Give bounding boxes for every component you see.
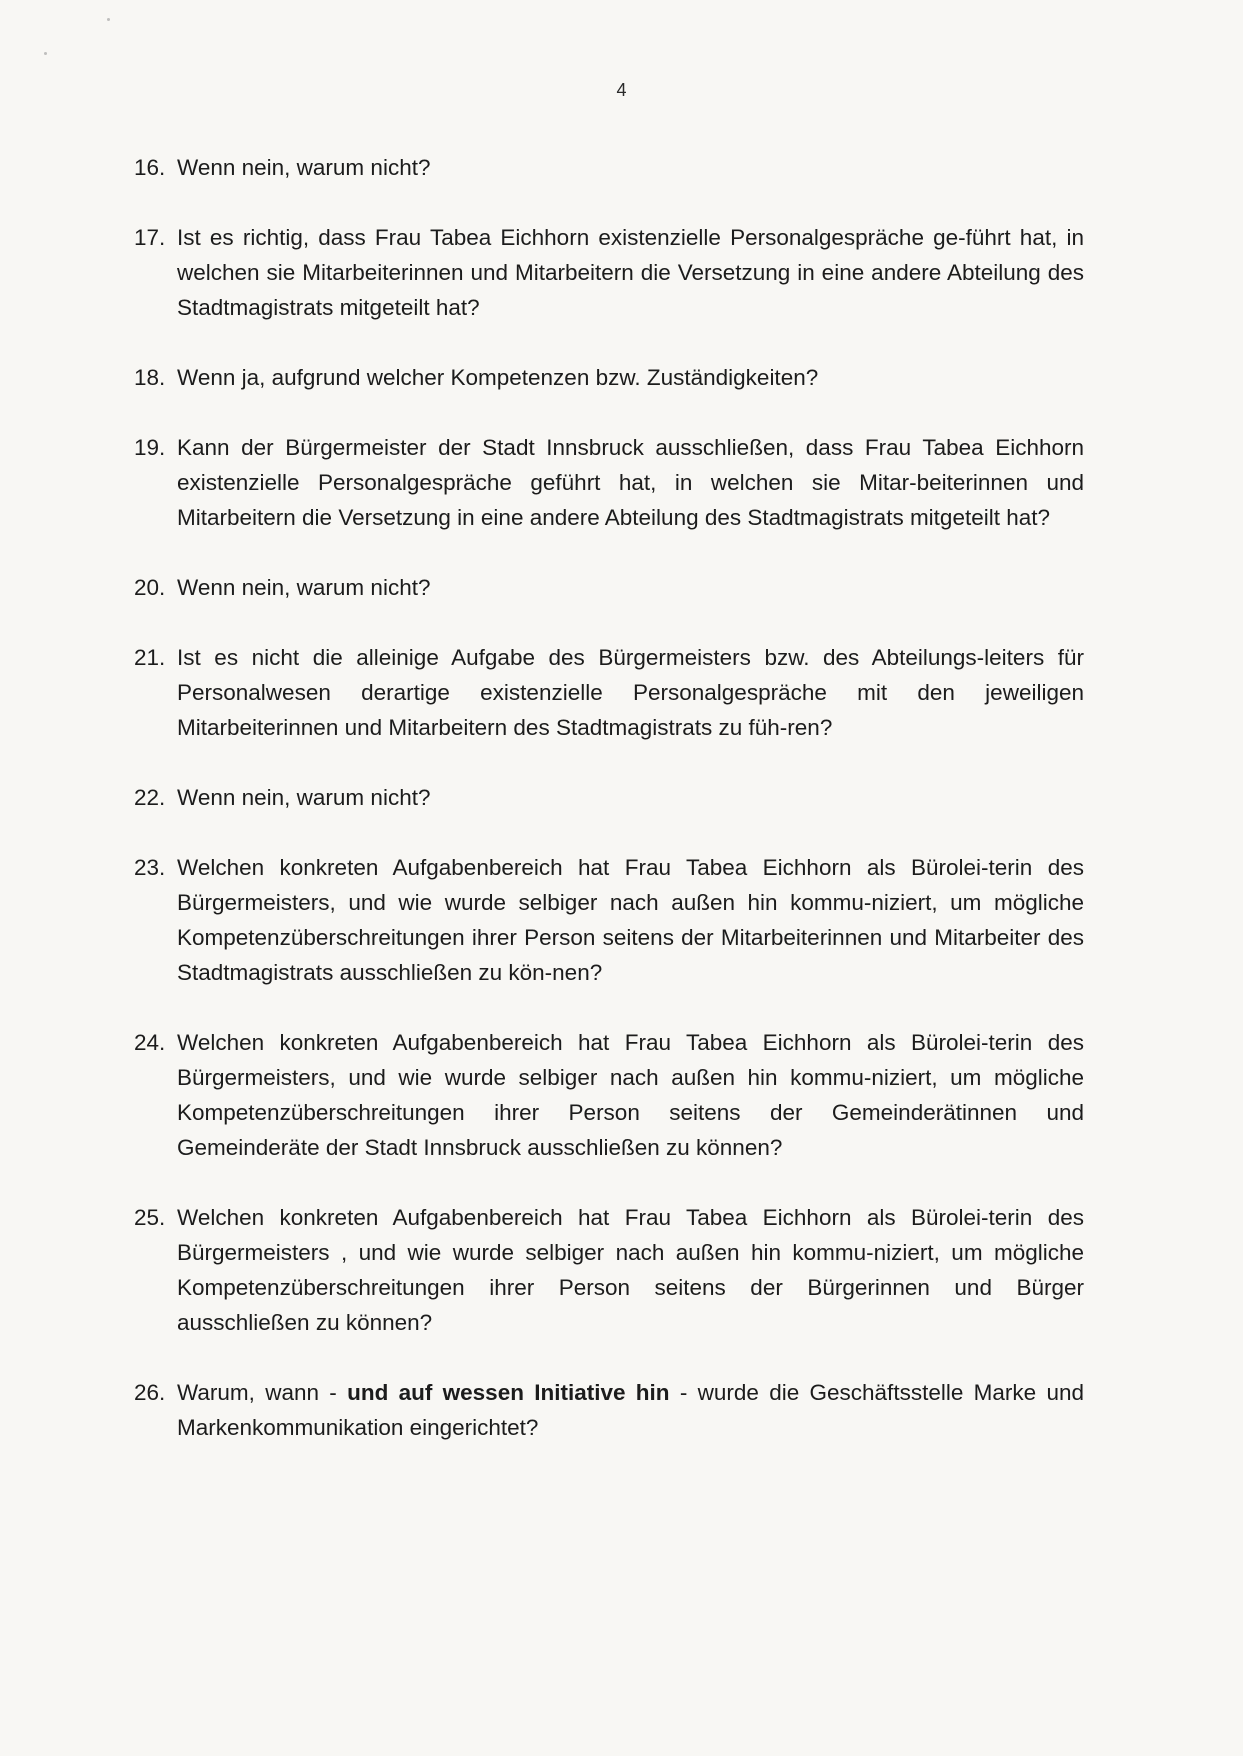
question-23 [134, 850, 1084, 990]
question-text: Wenn nein, warum nicht? [177, 575, 431, 600]
question-number: 20. [134, 575, 166, 600]
question-number: 18. [134, 365, 166, 390]
question-20 [134, 570, 1084, 605]
question-text: Welchen konkreten Aufgabenbereich hat Frau Tabea Eichhorn als Bürolei-terin des Bürgermeisters, und wie wurde selbiger nach außen hin kommu-niziert, um mögliche Kompetenzüberschreitungen ihrer Person seitens der Mitarbeiterinnen und Mitarbeiter des Stadtmagistrats ausschließen zu kön-nen? [177, 855, 1084, 985]
question-text: Wenn nein, warum nicht? [177, 785, 431, 810]
question-number: 22. [134, 785, 166, 810]
question-22 [134, 780, 1084, 815]
question-16 [134, 150, 1084, 185]
question-text: Kann der Bürgermeister der Stadt Innsbruck ausschließen, dass Frau Tabea Eichhorn existenzielle Personalgespräche geführt hat, in welchen sie Mitar-beiterinnen und Mitarbeitern die Versetzung in eine andere Abteilung des Stadtmagistrats mitgeteilt hat? [177, 435, 1084, 530]
question-number: 24. [134, 1030, 166, 1055]
scan-speck [107, 18, 110, 21]
question-text: Welchen konkreten Aufgabenbereich hat Frau Tabea Eichhorn als Bürolei-terin des Bürgermeisters , und wie wurde selbiger nach außen hin kommu-niziert, um mögliche Kompetenzüberschreitungen ihrer Person seitens der Bürgerinnen und Bürger ausschließen zu können? [177, 1205, 1084, 1335]
question-17 [134, 220, 1084, 325]
question-text: Wenn ja, aufgrund welcher Kompetenzen bzw. Zuständigkeiten? [177, 365, 819, 390]
scan-speck [44, 52, 47, 55]
question-text: Ist es nicht die alleinige Aufgabe des Bürgermeisters bzw. des Abteilungs-leiters für Personalwesen derartige existenzielle Personalgespräche mit den jeweiligen Mitarbeiterinnen und Mitarbeitern des Stadtmagistrats zu füh-ren? [177, 645, 1084, 740]
question-number: 25. [134, 1205, 166, 1230]
page-number: 4 [616, 80, 627, 100]
question-24 [134, 1025, 1084, 1165]
question-text: Welchen konkreten Aufgabenbereich hat Frau Tabea Eichhorn als Bürolei-terin des Bürgermeisters, und wie wurde selbiger nach außen hin kommu-niziert, um mögliche Kompetenzüberschreitungen ihrer Person seitens der Gemeinderätinnen und Gemeinderäte der Stadt Innsbruck ausschließen zu können? [177, 1030, 1084, 1160]
question-number: 17. [134, 225, 166, 250]
question-25 [134, 1200, 1084, 1340]
question-19 [134, 430, 1084, 535]
question-21 [134, 640, 1084, 745]
question-text: Wenn nein, warum nicht? [177, 155, 431, 180]
question-text [177, 1375, 1084, 1445]
question-text-bold: und auf wessen Initiative hin [347, 1380, 670, 1405]
question-list [134, 150, 1084, 1480]
question-number: 23. [134, 855, 166, 880]
question-number: 26. [134, 1380, 166, 1405]
question-text: Ist es richtig, dass Frau Tabea Eichhorn existenzielle Personalgespräche ge-führt hat, in welchen sie Mitarbeiterinnen und Mitarbeitern die Versetzung in eine andere Abteilung des Stadtmagistrats mitgeteilt hat? [177, 225, 1084, 320]
question-number: 19. [134, 435, 166, 460]
question-18 [134, 360, 1084, 395]
question-text-after: - wurde die Geschäftsstelle Marke und Markenkommunikation eingerichtet? [177, 1380, 1084, 1440]
question-26 [134, 1375, 1084, 1445]
question-number: 16. [134, 155, 166, 180]
question-number: 21. [134, 645, 166, 670]
question-text-before: Warum, wann - [177, 1380, 348, 1405]
